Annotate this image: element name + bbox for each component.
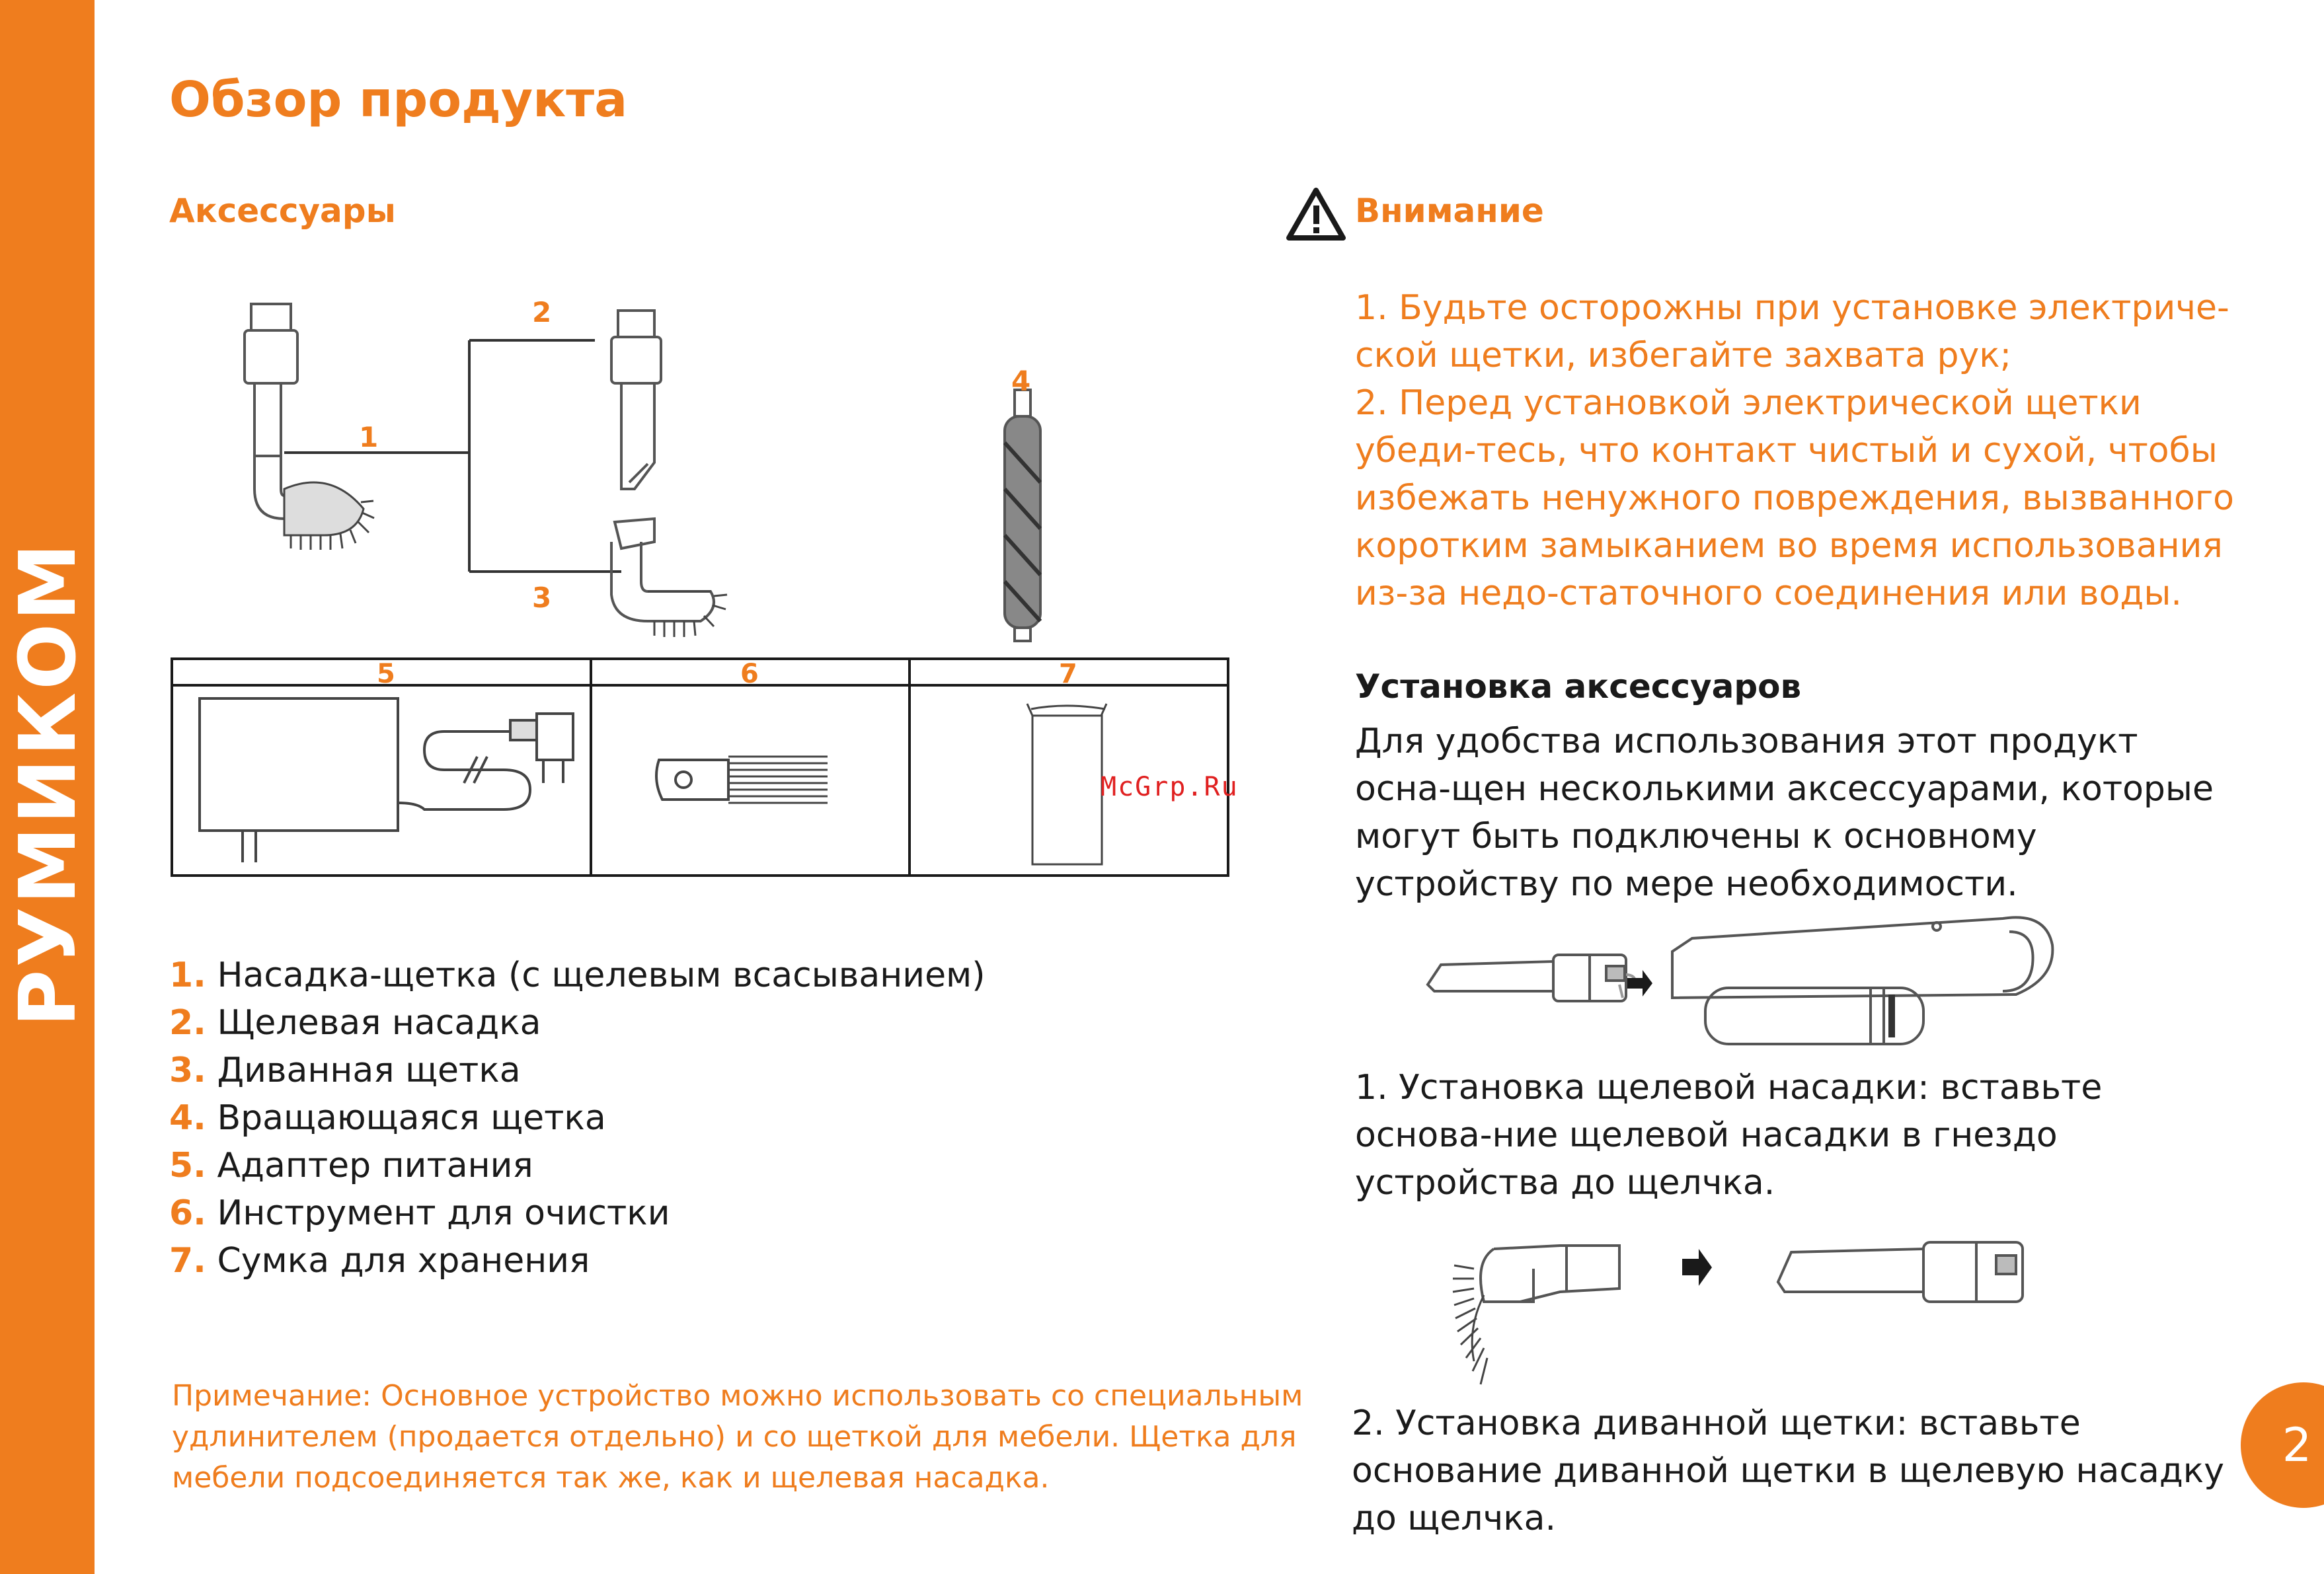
warning-text [1355,284,2241,617]
install-heading: Установка аксессуаров [1355,667,1802,706]
page-number: 2 [2241,1382,2324,1508]
list-item [169,1094,986,1142]
crevice-nozzle-drawing [611,311,661,489]
item-text: Насадка-щетка (с щелевым всасыванием) [217,956,986,995]
arrow-right-icon [1627,970,1652,996]
warning-triangle-icon [1286,187,1346,241]
handheld-vacuum-drawing [1672,917,2052,1044]
list-item [169,952,986,999]
accessories-box [171,657,1229,877]
item-number: 1. [169,956,206,995]
item-number: 6. [169,1193,206,1233]
step1-text: 1. Установка щелевой насадки: вставьте основа-ние щелевой насадки в гнездо устройства до щелчка. [1355,1068,2103,1203]
site-watermark: McGrp.Ru [1101,772,1239,802]
item-text: Вращающаяся щетка [217,1098,606,1138]
label-2: 2 [532,296,552,328]
accessories-illustration [225,291,1084,648]
sofa-brush-drawing [1453,1246,1619,1384]
step2-illustration [1448,1229,2056,1401]
label-7: 7 [1059,659,1077,689]
label-4: 4 [1011,365,1031,397]
label-3: 3 [532,581,552,614]
power-adapter-drawing [200,698,573,862]
cleaning-tool-drawing [656,757,828,803]
list-item [169,1142,986,1189]
brand-logo-text: РУМИКОМ [2,541,93,1027]
item-number: 4. [169,1098,206,1138]
item-text: Адаптер питания [217,1146,533,1185]
item-number: 7. [169,1241,206,1281]
arrow-right-icon [1682,1249,1712,1286]
warning-item-2: 2. Перед установкой электрической щетки убеди-тесь, что контакт чистый и сухой, чтобы избежать ненужного повреждения, вызванного коротким замыканием во время использования из-за недо-статочного соединения или воды. [1355,383,2234,613]
step1-illustration [1421,912,2082,1051]
label-5: 5 [377,659,395,689]
sofa-brush-drawing [611,519,727,637]
item-number: 2. [169,1003,206,1043]
brand-sidebar [0,0,95,1574]
install-text: Для удобства использования этот продукт осна-щен несколькими аксессуарами, которые могут быть подключены к основному устройству по мере необходимости. [1355,722,2214,904]
label-1: 1 [359,421,379,453]
item-text: Инструмент для очистки [217,1193,670,1233]
item-text: Диванная щетка [217,1051,521,1090]
item-text: Сумка для хранения [217,1241,590,1281]
step2-text: 2. Установка диванной щетки: вставьте основание диванной щетки в щелевую насадку до щелчка. [1352,1404,2224,1538]
list-item [169,1047,986,1094]
item-text: Щелевая насадка [217,1003,541,1043]
item-number: 5. [169,1146,206,1185]
rotating-brush-drawing [1005,390,1040,641]
accessories-heading: Аксессуары [169,192,396,230]
storage-bag-drawing [1027,704,1106,864]
list-item [169,1189,986,1237]
list-item [169,999,986,1047]
note-text: Примечание: Основное устройство можно использовать со специальным удлинителем (продается отдельно) и со щеткой для мебели. Щетка для мебели подсоединяется так же, как и щелевая насадка. [172,1379,1303,1495]
page-title: Обзор продукта [169,71,628,128]
warning-item-1: 1. Будьте осторожны при установке электриче-ской щетки, избегайте захвата рук; [1355,288,2229,375]
crevice-nozzle-drawing [1428,955,1626,1001]
brush-nozzle-drawing [245,304,374,550]
label-6: 6 [740,659,759,689]
crevice-nozzle-drawing [1778,1242,2023,1302]
list-item [169,1237,986,1285]
accessories-list [169,952,986,1285]
warning-heading: Внимание [1355,192,1544,230]
item-number: 3. [169,1051,206,1090]
